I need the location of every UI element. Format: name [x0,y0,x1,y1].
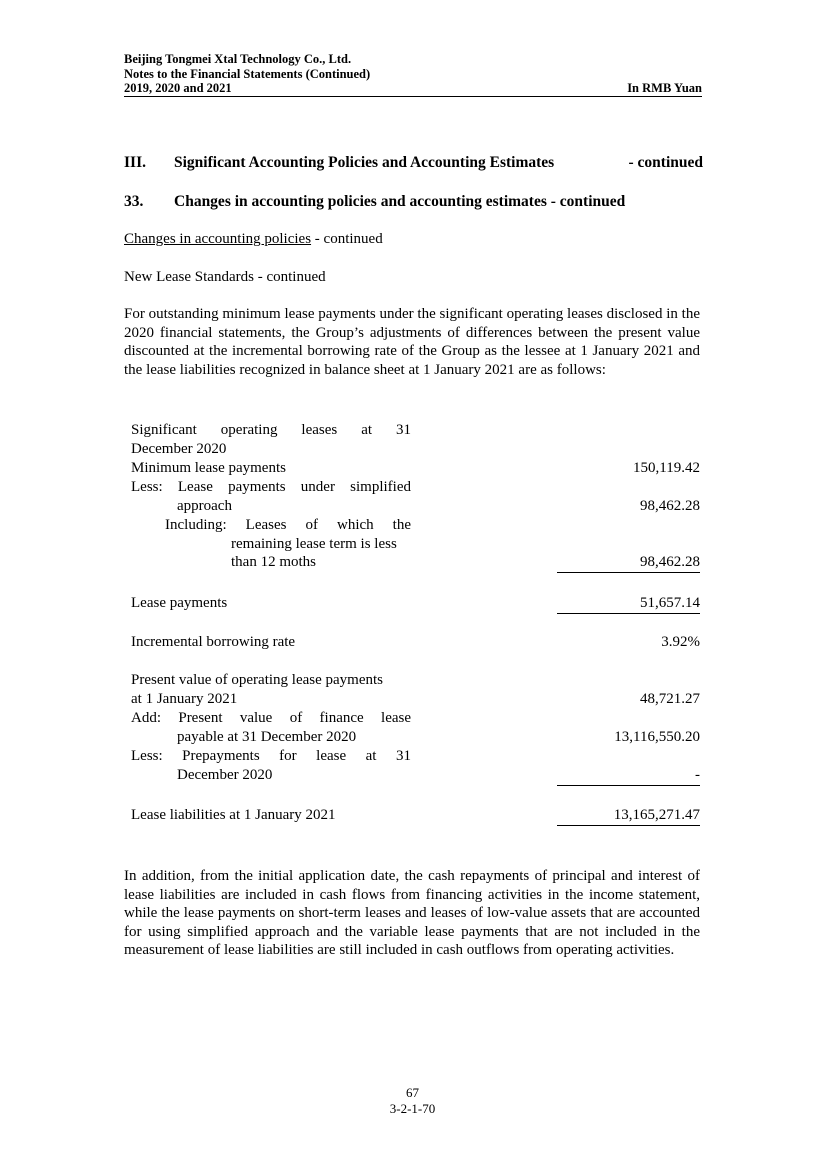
section-title: Significant Accounting Policies and Accounting Estimates [174,154,555,171]
row-value: - [557,766,700,786]
page-header [124,52,702,97]
section-suffix: - continued [628,154,703,171]
row-label: Minimum lease payments [131,460,286,476]
changes-heading-rest: - continued [311,231,383,247]
subsection-heading [124,193,703,211]
changes-heading-underlined: Changes in accounting policies [124,231,312,247]
row-value: 48,721.27 [640,691,700,707]
row-label: December 2020 [131,440,227,457]
row-label: Incremental borrowing rate [131,634,296,650]
closing-paragraph: In addition, from the initial application date, the cash repayments of principal and interest of lease liabilities are included in cash flows from financing activities in the income statement, while the lease payments on short-term leases and leases of low-value assets that are accounted for using simplified approach and the variable lease payments that are not included in the measurement of lease liabilities are still included in cash outflows from operating activities. [124,868,700,958]
header-rule-line [124,81,702,97]
row-label: payable at 31 December 2020 [177,728,357,745]
document-subtitle: Notes to the Financial Statements (Continued) [124,66,371,81]
intro-paragraph: For outstanding minimum lease payments under the significant operating leases disclosed in the 2020 financial statements, the Group’s adjustments of differences between the present value discounted at the incremental borrowing rate of the Group as the lessee at 1 January 2021 and the lease liabilities recognized in balance sheet at 1 January 2021 are as follows: [124,306,700,378]
new-lease-heading: New Lease Standards - continued [124,269,326,285]
currency-note: In RMB Yuan [627,81,702,96]
row-label: at 1 January 2021 [131,690,238,707]
subsection-title: Changes in accounting policies and accounting estimates - continued [174,193,626,210]
row-label: approach [177,497,232,514]
subsection-number: 33. [124,193,144,210]
row-label: Significant operating leases at 31 [131,422,411,438]
row-value: 13,165,271.47 [557,806,700,826]
row-label: remaining lease term is less [231,535,397,552]
document-reference: 3-2-1-70 [389,1101,436,1116]
row-value: 98,462.28 [640,498,700,514]
row-label: Lease payments [131,595,228,611]
row-label: Add: Present value of finance lease [131,710,411,726]
row-label: Lease liabilities at 1 January 2021 [131,807,336,823]
row-value: 51,657.14 [557,594,700,614]
row-label: Including: Leases of which the [165,517,411,533]
row-label: December 2020 [177,766,273,783]
row-value: 3.92% [661,634,700,650]
row-label: Less: Lease payments under simplified [131,479,411,495]
row-value: 13,116,550.20 [614,729,700,745]
company-name: Beijing Tongmei Xtal Technology Co., Ltd. [124,52,352,66]
row-label: Less: Prepayments for lease at 31 [131,748,411,764]
section-heading [124,154,703,172]
section-number: III. [124,154,146,171]
row-value: 150,119.42 [633,460,700,476]
row-label: than 12 moths [231,554,316,570]
row-label: Present value of operating lease payments [131,672,383,688]
reporting-years: 2019, 2020 and 2021 [124,81,232,96]
row-value: 98,462.28 [557,553,700,573]
changes-heading [124,230,383,249]
page-number: 67 [406,1085,419,1100]
